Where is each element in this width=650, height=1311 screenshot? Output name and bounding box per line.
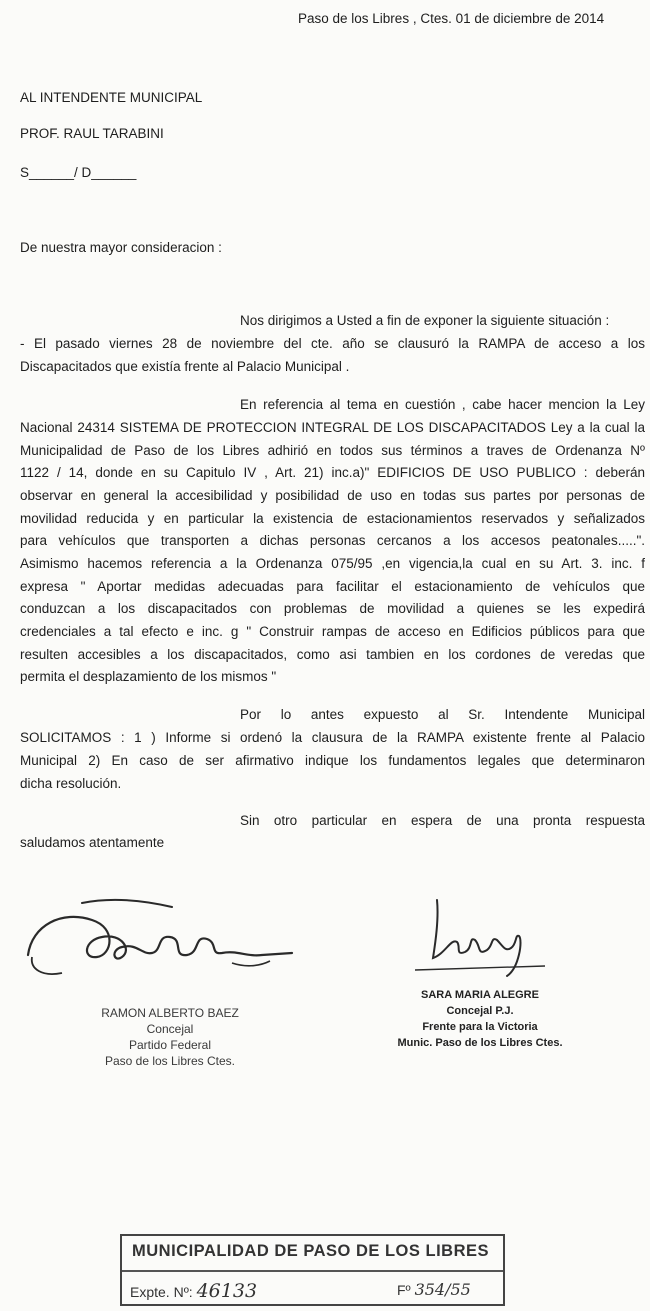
body-line: saludamos atentamente bbox=[20, 835, 165, 850]
stamp-folio bbox=[397, 1280, 471, 1299]
left-signer-name: RAMON ALBERTO BAEZ bbox=[101, 1006, 239, 1020]
body-line: Por lo antes expuesto al Sr. Intendente Municipal bbox=[240, 707, 645, 722]
body-line: permita el desplazamiento de los mismos " bbox=[20, 669, 277, 684]
body-line: Discapacitados que existía frente al Palacio Municipal . bbox=[20, 359, 350, 374]
left-signer-party: Partido Federal bbox=[128, 1038, 212, 1052]
body-line: dicha resolución. bbox=[20, 776, 122, 791]
salutation: De nuestra mayor consideracion : bbox=[20, 240, 222, 255]
addressee-line-2: PROF. RAUL TARABINI bbox=[20, 126, 164, 141]
body-line: Nos dirigimos a Usted a fin de exponer la siguiente situación : bbox=[240, 313, 610, 328]
body-line: expresa " Aportar medidas adecuadas para facilitar el estacionamiento de vehículos que bbox=[20, 579, 645, 594]
body-line: 1122 / 14, donde en su Capitulo IV , Art. 21) inc.a)" EDIFICIOS DE USO PUBLICO : deberán bbox=[20, 465, 645, 480]
stamp-title: MUNICIPALIDAD DE PASO DE LOS LIBRES bbox=[132, 1242, 489, 1260]
folio-label: Fº bbox=[397, 1282, 411, 1298]
body-line: En referencia al tema en cuestión , cabe hacer mencion la Ley bbox=[240, 397, 645, 412]
body-line: observar en general la accesibilidad y posibilidad de uso en todas sus partes por personas de bbox=[20, 488, 645, 503]
right-signer-title: Concejal P.J. bbox=[446, 1005, 514, 1017]
registry-stamp bbox=[120, 1234, 505, 1306]
place-date: Paso de los Libres , Ctes. 01 de diciembre de 2014 bbox=[298, 11, 605, 26]
expte-value: 46133 bbox=[196, 1280, 258, 1302]
left-signer-city: Paso de los Libres Ctes. bbox=[104, 1054, 236, 1068]
addressee-line-1: AL INTENDENTE MUNICIPAL bbox=[20, 90, 203, 105]
left-signature-scribble bbox=[22, 895, 297, 990]
addressee-line-3: S______/ D______ bbox=[20, 165, 137, 180]
body-line: credenciales a tal efecto e inc. g " Construir rampas de acceso en Edificios públicos para que bbox=[20, 624, 645, 639]
body-line: SOLICITAMOS : 1 ) Informe si ordenó la clausura de la RAMPA existente frente al Palacio bbox=[20, 730, 645, 745]
body-line: Asimismo hacemos referencia a la Ordenanza 075/95 ,en vigencia,la cual en su Art. 3. inc. f bbox=[20, 556, 645, 571]
right-signer-name: SARA MARIA ALEGRE bbox=[421, 989, 539, 1001]
body-line: Nacional 24314 SISTEMA DE PROTECCION INTEGRAL DE LOS DISCAPACITADOS Ley a la cual la bbox=[20, 420, 645, 435]
right-signature-scribble bbox=[415, 890, 555, 985]
body-line: - El pasado viernes 28 de noviembre del cte. año se clausuró la RAMPA de acceso a los bbox=[20, 336, 645, 351]
body-line: conduzcan a los discapacitados con problemas de movilidad a quienes se les expedirá bbox=[20, 601, 645, 616]
body-line: Sin otro particular en espera de una pronta respuesta bbox=[240, 813, 645, 828]
body-line: Municipal 2) En caso de ser afirmativo indique los fundamentos legales que determinaron bbox=[20, 753, 645, 768]
body-line: movilidad reducida y en particular la existencia de estacionamientos reservados y señalizados bbox=[20, 511, 645, 526]
body-line: Municipalidad de Paso de los Libres adhirió en todos sus términos a traves de Ordenanza Nº bbox=[20, 443, 645, 458]
left-signer-title: Concejal bbox=[146, 1022, 194, 1036]
body-line: resulten accesibles a los discapacitados, como asi tambien en los cordones de veredas que bbox=[20, 647, 645, 662]
right-signer-party: Frente para la Victoria bbox=[422, 1021, 538, 1033]
expte-label: Expte. Nº: bbox=[130, 1284, 193, 1300]
stamp-expte bbox=[130, 1280, 257, 1302]
body-line: para vehículos que transporten a dichas personas cercanos a los accesos peatonales.....". bbox=[20, 533, 645, 548]
stamp-divider bbox=[122, 1270, 503, 1272]
right-signer-city: Munic. Paso de los Libres Ctes. bbox=[397, 1037, 563, 1049]
folio-value: 354/55 bbox=[414, 1280, 471, 1299]
